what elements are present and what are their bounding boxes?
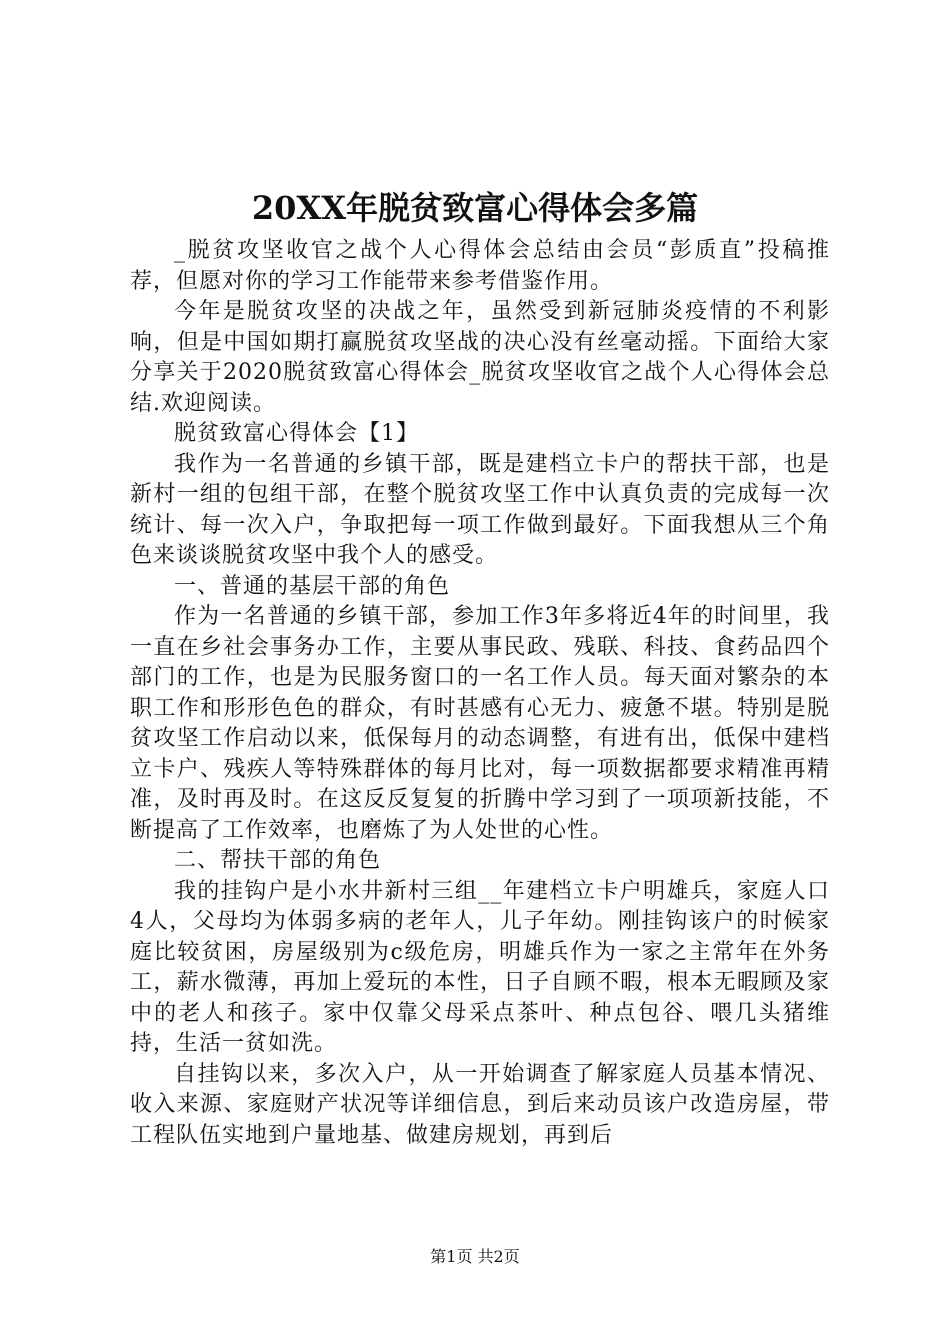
section-heading-1: 脱贫致富心得体会【1】 xyxy=(174,421,419,446)
subheading-grassroots-role: 一、普通的基层干部的角色 xyxy=(174,573,451,599)
document-title: 20XX年脱贫致富心得体会多篇 xyxy=(251,189,699,227)
paragraph-background: 今年是脱贫攻坚的决战之年，虽然受到新冠肺炎疫情的不利影响，但是中国如期打赢脱贫攻坚战的决心没有丝毫动摇。下面给大家分享关于2020脱贫致富心得体会_脱贫攻坚收官之战个人心得体会总结.欢迎阅读。 xyxy=(130,299,830,416)
subheading-helper-role: 二、帮扶干部的角色 xyxy=(174,848,382,873)
paragraph-intro: _脱贫攻坚收官之战个人心得体会总结由会员“彭质直”投稿推荐，但愿对你的学习工作能带来参考借鉴作用。 xyxy=(130,238,830,294)
paragraph-self-intro: 我作为一名普通的乡镇干部，既是建档立卡户的帮扶干部，也是新村一组的包组干部，在整个脱贫攻坚工作中认真负责的完成每一次统计、每一次入户，争取把每一项工作做到最好。下面我想从三个角色来谈谈脱贫攻坚中我个人的感受。 xyxy=(130,451,830,568)
paragraph-visits: 自挂钩以来，多次入户，从一开始调查了解家庭人员基本情况、收入来源、家庭财产状况等详细信息，到后来动员该户改造房屋，带工程队伍实地到户量地基、做建房规划，再到后 xyxy=(130,1061,830,1148)
paragraph-household: 我的挂钩户是小水井新村三组__年建档立卡户明雄兵，家庭人口4人，父母均为体弱多病的老年人，儿子年幼。刚挂钩该户的时候家庭比较贫困，房屋级别为c级危房，明雄兵作为一家之主常年在外务工，薪水微薄，再加上爱玩的本性，日子自顾不暇，根本无暇顾及家中的老人和孩子。家中仅靠父母采点茶叶、种点包谷、喂几头猪维持，生活一贫如洗。 xyxy=(130,878,830,1056)
paragraph-grassroots-work: 作为一名普通的乡镇干部，参加工作3年多将近4年的时间里，我一直在乡社会事务办工作，主要从事民政、残联、科技、食药品四个部门的工作，也是为民服务窗口的一名工作人员。每天面对繁杂的本职工作和形形色色的群众，有时甚感有心无力、疲惫不堪。特别是脱贫攻坚工作启动以来，低保每月的动态调整，有进有出，低保中建档立卡户、残疾人等特殊群体的每月比对，每一项数据都要求精准再精准，及时再及时。在这反反复复的折腾中学习到了一项项新技能，不断提高了工作效率，也磨炼了为人处世的心性。 xyxy=(130,604,830,843)
document-body xyxy=(130,236,830,1151)
page-footer: 第1页 共2页 xyxy=(430,1247,520,1266)
